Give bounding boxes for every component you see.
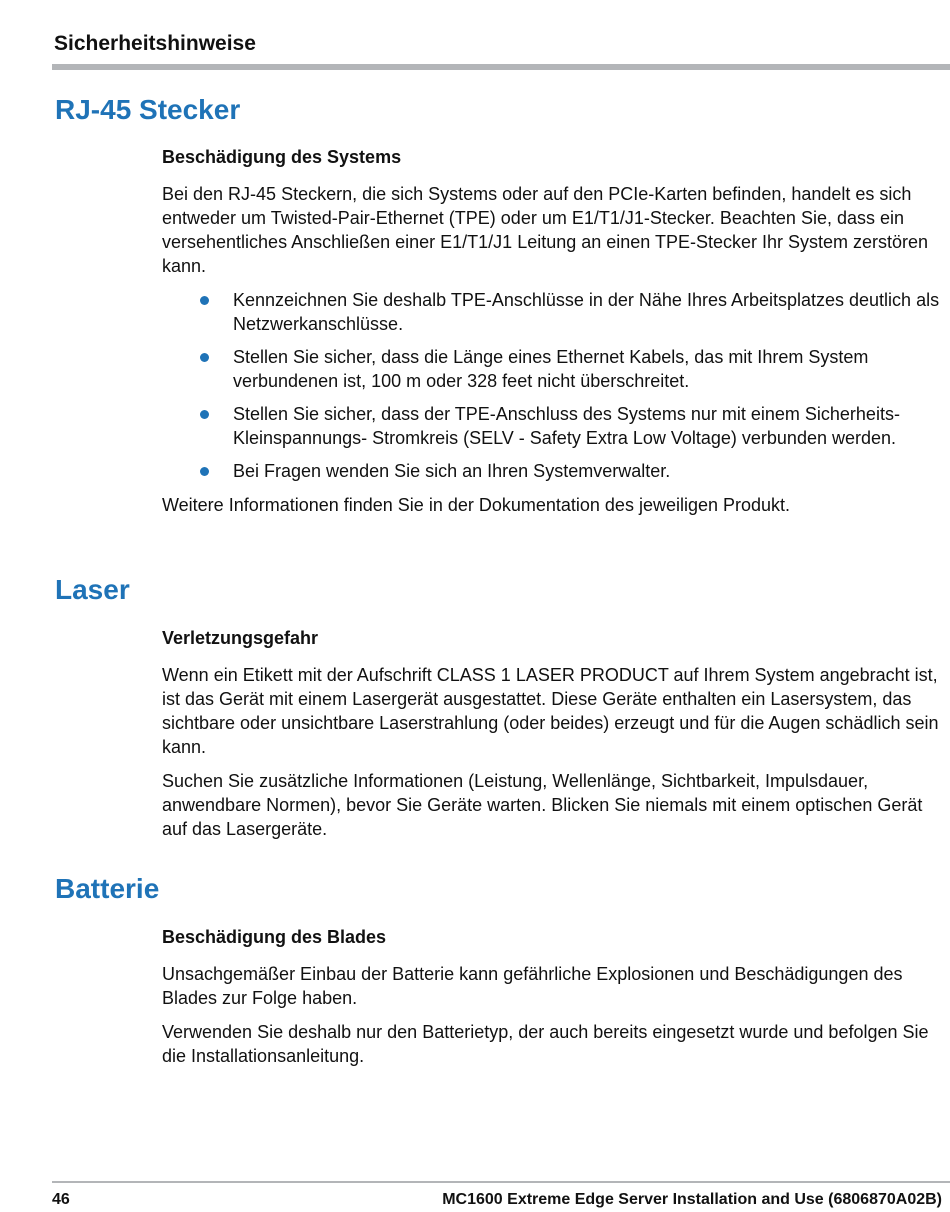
bullet-dot-icon <box>200 467 209 476</box>
paragraph: Weitere Informationen finden Sie in der Dokumentation des jeweiligen Produkt. <box>162 495 791 515</box>
paragraph: Verwenden Sie deshalb nur den Batterietyp, der auch bereits eingesetzt wurde und befolgen Sie die Installationsanleitung. <box>162 1022 929 1066</box>
section-heading-rj45: RJ-45 Stecker <box>55 94 241 125</box>
bullet-dot-icon <box>200 296 209 305</box>
header-divider <box>52 64 950 70</box>
footer-divider <box>52 1181 950 1183</box>
paragraph: Unsachgemäßer Einbau der Batterie kann gefährliche Explosionen und Beschädigungen des Blades zur Folge haben. <box>162 964 903 1008</box>
section-heading-laser: Laser <box>55 574 130 605</box>
paragraph: Wenn ein Etikett mit der Aufschrift CLASS 1 LASER PRODUCT auf Ihrem System angebracht ist, ist das Gerät mit einem Lasergerät ausgestattet. Diese Geräte enthalten ein Lasersystem, das sichtbare oder unsichtbare Laserstrahlung (oder beides) erzeugt und für die Augen schädlich sein kann. <box>162 665 939 757</box>
paragraph: Bei den RJ-45 Steckern, die sich Systems oder auf den PCIe-Karten befinden, handelt es sich entweder um Twisted-Pair-Ethernet (TPE) oder um E1/T1/J1-Stecker. Beachten Sie, dass ein versehentliches Anschließen einer E1/T1/J1 Leitung an einen TPE-Stecker Ihr System zerstören kann. <box>162 184 929 276</box>
list-item-text: Stellen Sie sicher, dass der TPE-Anschluss des Systems nur mit einem Sicherheits-Kleinspannungs- Stromkreis (SELV - Safety Extra Low Voltage) verbunden werden. <box>233 404 900 448</box>
section-body-rj45 <box>162 145 947 527</box>
list-item-text: Bei Fragen wenden Sie sich an Ihren Systemverwalter. <box>233 461 671 481</box>
list-item <box>162 459 947 483</box>
section-body-laser <box>162 626 947 851</box>
list-item-text: Stellen Sie sicher, dass die Länge eines Ethernet Kabels, das mit Ihrem System verbundenen ist, 100 m oder 328 feet nicht überschreitet. <box>233 347 869 391</box>
bullet-list <box>162 288 947 483</box>
bullet-dot-icon <box>200 353 209 362</box>
subheading-system-damage: Beschädigung des Systems <box>162 147 402 167</box>
section-body-battery <box>162 925 947 1078</box>
bullet-dot-icon <box>200 410 209 419</box>
footer-document-title: MC1600 Extreme Edge Server Installation and Use (6806870A02B) <box>442 1191 942 1208</box>
page-header-title: Sicherheitshinweise <box>54 32 256 55</box>
subheading-blade-damage: Beschädigung des Blades <box>162 927 387 947</box>
section-heading-battery: Batterie <box>55 873 160 904</box>
list-item-text: Kennzeichnen Sie deshalb TPE-Anschlüsse in der Nähe Ihres Arbeitsplatzes deutlich als Netzwerkanschlüsse. <box>233 290 940 334</box>
page-number: 46 <box>52 1191 70 1208</box>
subheading-injury-risk: Verletzungsgefahr <box>162 628 319 648</box>
list-item <box>162 288 947 336</box>
paragraph: Suchen Sie zusätzliche Informationen (Leistung, Wellenlänge, Sichtbarkeit, Impulsdauer, anwendbare Normen), bevor Sie Geräte warten. Blicken Sie niemals mit einem optischen Gerät auf das Lasergeräte. <box>162 771 923 839</box>
list-item <box>162 345 947 393</box>
list-item <box>162 402 947 450</box>
